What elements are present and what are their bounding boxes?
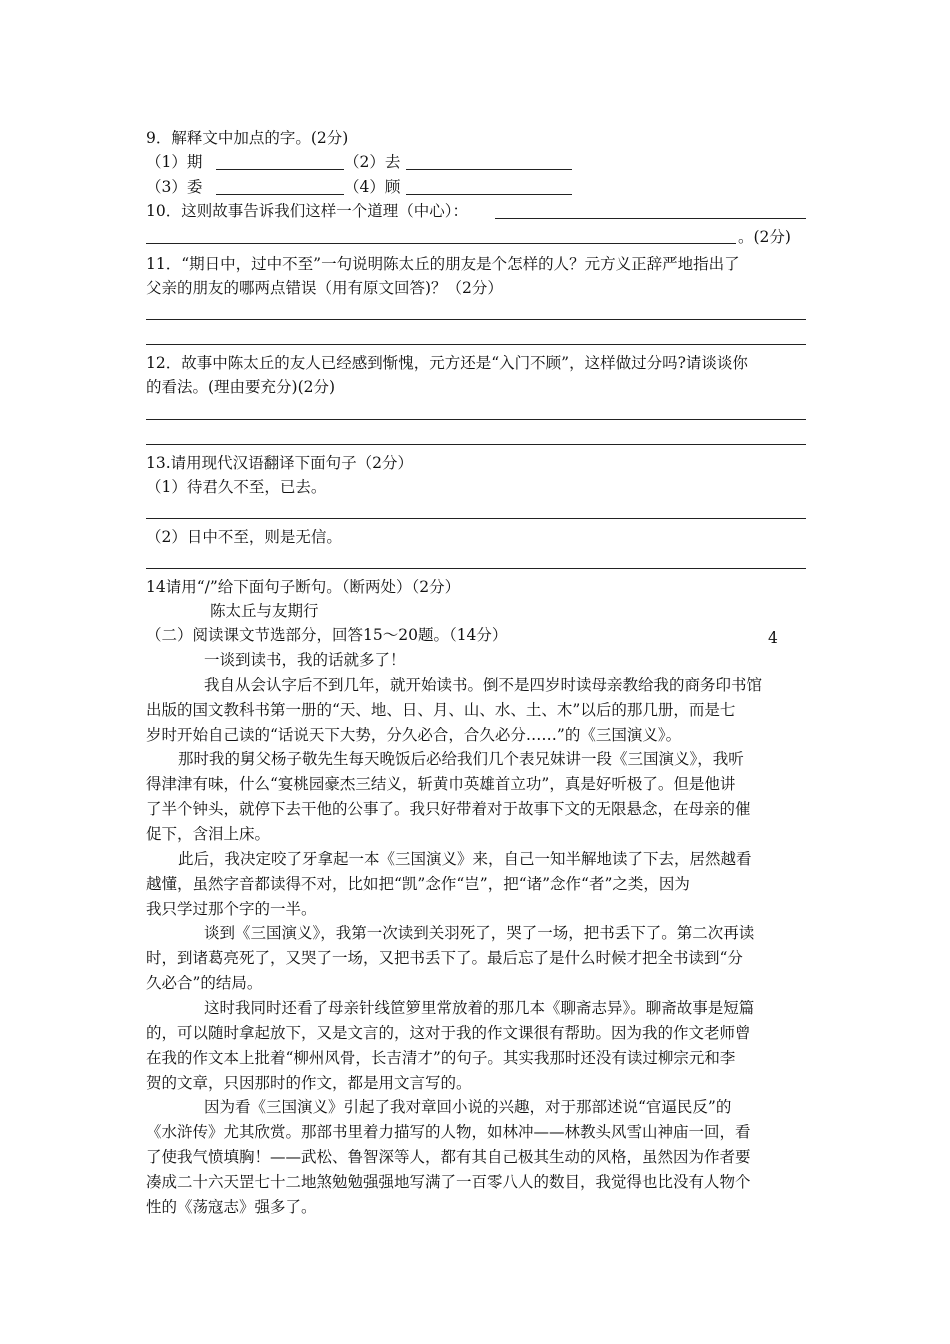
passage-p4-line-2: 越懂，虽然字音都读得不对，比如把“凯”念作“岂”，把“诸”念作“者”之类，因为 bbox=[146, 875, 690, 893]
q9-item-2-label: （2）去 bbox=[344, 153, 401, 171]
passage-p3-line-2: 得津津有味，什么“宴桃园豪杰三结义，斩黄巾英雄首立功”，真是好听极了。但是他讲 bbox=[146, 775, 736, 793]
q11-answer-line-1[interactable] bbox=[146, 318, 806, 320]
q13-answer-line-1[interactable] bbox=[146, 517, 806, 519]
q12-answer-line-2[interactable] bbox=[146, 443, 806, 445]
q12-answer-line-1[interactable] bbox=[146, 418, 806, 420]
q10-end: 。(2分) bbox=[738, 228, 791, 246]
section-2-title: （二）阅读课文节选部分，回答15～20题。（14分） bbox=[146, 626, 508, 644]
q10-title: 10．这则故事告诉我们这样一个道理（中心）： bbox=[146, 202, 468, 220]
passage-p5-line-1: 谈到《三国演义》，我第一次读到关羽死了，哭了一场，把书丢下了。第二次再读 bbox=[204, 924, 755, 942]
q13-answer-line-2[interactable] bbox=[146, 567, 806, 569]
passage-p7-line-5: 性的《荡寇志》强多了。 bbox=[146, 1198, 317, 1216]
q13-title: 13.请用现代汉语翻译下面句子（2分） bbox=[146, 454, 414, 472]
passage-p3-line-3: 了半个钟头，就停下去干他的公事了。我只好带着对于故事下文的无限悬念，在母亲的催 bbox=[146, 800, 751, 818]
q9-item-4-blank[interactable] bbox=[406, 193, 572, 195]
q9-item-1-label: （1）期 bbox=[146, 153, 203, 171]
q12-line-2: 的看法。(理由要充分)(2分) bbox=[146, 378, 336, 396]
q10-answer-blank-1[interactable] bbox=[495, 217, 806, 219]
q9-item-1-blank[interactable] bbox=[216, 168, 344, 170]
passage-p6-line-4: 贺的文章，只因那时的作文，都是用文言写的。 bbox=[146, 1074, 472, 1092]
passage-p2-line-3: 岁时开始自己读的“话说天下大势，分久必合，合久必分……”的《三国演义》。 bbox=[146, 726, 682, 744]
passage-p7-line-2: 《水浒传》尤其欣赏。那部书里着力描写的人物，如林冲——林教头风雪山神庙一回，看 bbox=[146, 1123, 751, 1141]
passage-p7-line-1: 因为看《三国演义》引起了我对章回小说的兴趣，对于那部述说“官逼民反”的 bbox=[204, 1098, 732, 1116]
passage-p7-line-3: 了使我气愤填胸！——武松、鲁智深等人，都有其自己极其生动的风格，虽然因为作者要 bbox=[146, 1148, 751, 1166]
q11-line-2: 父亲的朋友的哪两点错误（用有原文回答)？（2分） bbox=[146, 279, 503, 297]
passage-p5-line-2: 时，到诸葛亮死了，又哭了一场，又把书丢下了。最后忘了是什么时候才把全书读到“分 bbox=[146, 949, 743, 967]
passage-p1-line-1: 一谈到读书，我的话就多了！ bbox=[204, 651, 406, 669]
q9-item-4-label: （4）顾 bbox=[344, 178, 401, 196]
q14-title: 14请用“/”给下面句子断句。（断两处）（2分） bbox=[146, 578, 461, 596]
passage-p3-line-1: 那时我的舅父杨子敬先生每天晚饭后必给我们几个表兄妹讲一段《三国演义》，我听 bbox=[178, 750, 744, 768]
passage-p4-line-1: 此后，我决定咬了牙拿起一本《三国演义》来，自己一知半解地读了下去，居然越看 bbox=[178, 850, 752, 868]
q9-title: 9．解释文中加点的字。(2分) bbox=[146, 129, 349, 147]
q12-line-1: 12．故事中陈太丘的友人已经感到惭愧，元方还是“入门不顾”，这样做过分吗?请谈谈你 bbox=[146, 354, 748, 372]
passage-p5-line-3: 久必合”的结局。 bbox=[146, 974, 263, 992]
passage-p6-line-3: 在我的作文本上批着“柳州风骨，长吉清才”的句子。其实我那时还没有读过柳宗元和李 bbox=[146, 1049, 736, 1067]
passage-p6-line-2: 的，可以随时拿起放下，又是文言的，这对于我的作文课很有帮助。因为我的作文老师曾 bbox=[146, 1024, 751, 1042]
q14-sentence: 陈太丘与友期行 bbox=[210, 602, 319, 620]
q10-answer-blank-2[interactable] bbox=[146, 242, 736, 244]
q13-sentence-1: （1）待君久不至，已去。 bbox=[146, 478, 327, 496]
passage-p6-line-1: 这时我同时还看了母亲针线笸箩里常放着的那几本《聊斋志异》。聊斋故事是短篇 bbox=[204, 999, 755, 1017]
q11-answer-line-2[interactable] bbox=[146, 343, 806, 345]
passage-p7-line-4: 凑成二十六天罡七十二地煞勉勉强强地写满了一百零八人的数目，我觉得也比没有人物个 bbox=[146, 1173, 751, 1191]
passage-p2-line-1: 我自从会认字后不到几年，就开始读书。倒不是四岁时读母亲教给我的商务印书馆 bbox=[204, 676, 763, 694]
page-number: 4 bbox=[768, 629, 778, 647]
passage-p3-line-4: 促下，含泪上床。 bbox=[146, 825, 271, 843]
q13-sentence-2: （2）日中不至，则是无信。 bbox=[146, 528, 342, 546]
q11-line-1: 11．“期日中，过中不至”一句说明陈太丘的朋友是个怎样的人？元方义正辞严地指出了 bbox=[146, 255, 740, 273]
passage-p4-line-3: 我只学过那个字的一半。 bbox=[146, 900, 317, 918]
q9-item-2-blank[interactable] bbox=[406, 168, 572, 170]
q9-item-3-blank[interactable] bbox=[216, 193, 344, 195]
q9-item-3-label: （3）委 bbox=[146, 178, 203, 196]
passage-p2-line-2: 出版的国文教科书第一册的“天、地、日、月、山、水、土、木”以后的那几册，而是七 bbox=[146, 701, 736, 719]
